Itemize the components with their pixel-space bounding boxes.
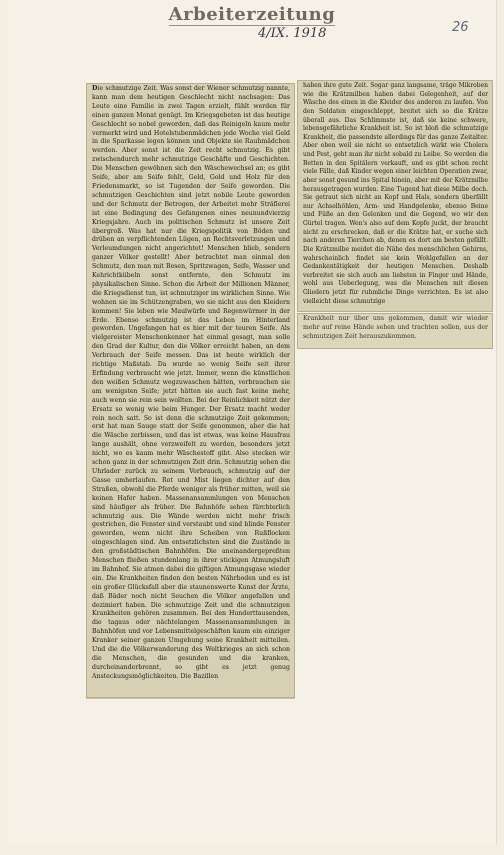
- newspaper-masthead: [0, 4, 504, 25]
- article-text-right: haben ihre gute Zeit. Sogar ganz langsame, träge Mikroben wie die Krätzmilben haben dabei Gelegenheit, auf der Wäsche des einen in die Kleider des anderen zu laufen. Von den Soldaten eingeschleppt, breitet sich so die Krätze überall aus. Das Schlimmste ist, daß sie keine schwere, lebensgefährliche Krankheit ist. So ist bloß die schmutzige Krankheit, die passendste allerdings für das ganze Zeitalter. Aber eben weil sie nicht so entsetzlich wirkt wie Cholera und Pest, geht man ihr nicht sobald zu Leibe. So werden die Betten in den Spitälern verkauft, und es gibt schon recht viele Fälle, daß Kinder wegen einer leichten Operation zwar, aber sonst gesund ins Spital hinein, aber mit der Krätzmilbe herausgetragen wurden. Eine Tugend hat diese Milbe doch. Sie getraut sich nicht an Kopf und Hals, sondern überfällt nur Achselhöhlen, Arm- und Handgelenke, ebenso Beine und Füße an den Gelenken und die Gegend, wo wir den Gürtel tragen. Wen's also auf dem Kopfe juckt, der braucht nicht zu erschrecken, daß er die Krätze hat, er suche sich nach anderen Tierchen ab, denen es dort am besten gefällt. Die Krätzmilbe meidet die Nähe des menschlichen Gehirns, wahrscheinlich findet sie kein Wohlgefallen an der Gedankentätigkeit der heutigen Menschen. Deshalb verbreitet sie sich auch am liebsten in Finger und Hände, wohl aus Ueberlegung, was die Menschen mit diesen Gliedern jetzt für ruhmliche Dinge verrichten. Es ist also vielleicht diese schmutzige: [303, 82, 488, 305]
- clipping-right-tail: [297, 313, 493, 349]
- article-text-tail: Krankheit nur über uns gekommen, damit wir wieder mehr auf reine Hände sehen und trachten sollen, aus der schmutzigen Zeit herauszukommen.: [303, 315, 488, 340]
- handwritten-date: 4/IX. 1918: [258, 26, 327, 41]
- masthead-title: Arbeiterzeitung: [168, 4, 336, 25]
- archive-number: 26: [452, 20, 469, 35]
- article-text-left: Die schmutzige Zeit. Was sonst der Wiener schmutzig nannte, kann man dem heutigen Geschlecht nicht nachsagen: Das Leute eine Familie in zwei Tagen erzielt, fühlt werden für einen ganzen Monat genügt. Im Kriegsgebeten ist das heutige Geschlecht so nobel geworden, daß das Reinigeln kaum mehr vermerkt wird und Hotelstubenmädchen jede Woche viel Geld in die Sparkasse legen können und Objekte sie Rauhmädchen werden. Aber sonst ist die Zeit recht schmutzig. Es gibt zwischendurch mehr schmutzige Geschäfte und Geschichten. Die Menschen gewöhnen sich den Wäschewechsel an; es gibt Seife, aber am Seife fehlt, Geld, Gold und Holz für den Friedensmarkt, so ist Tugenden der Seife geworden. Die schmutzigen Geschichten sind jetzt nobile Leute geworden und der Schmutz der Betrogen, der Arbeitet mehr Sträflerei ist eine Bedingung des Gefangenen eines neunundvierzig Kriegsjahre. Auch im politischen Schmutz ist unsere Zeit übergroß. Was hat nur die Kriegspolitik von Böden und drüben an verpflichtenden Lügen, an Rechtsverletzungen und Verleumdungen nicht angerichtet! Menschen blieb, sondern ganzer Völker gestellt! Aber betrachtet man einmal den Schmutz, den man mit Besen, Spritzwagen, Seife, Wasser und Kehrichtkübeln sonst entfernte, den Schmutz im physikalischen Sinne. Schon die Arbeit der Millionen Männer, die Kriegsdienst tun, ist schmutziger im wirklichen Sinne. Wie wohnen sie im Schützengraben, wo sie nicht aus den Kleidern kommen! Sie leben wie Maulwürfe und Regenwürmer in der Erde. Ebenso schmutzig ist das Leben im Hinterland geworden. Ungefangen hat es hier mit der teuren Seife. Als vielgereister Menschenkenner hat einmal gesagt, man solle den Grad der Kultur, den die Völker erreicht haben, an dem Verbrauch der Seife messen. Das ist heute wirklich der richtige Maßstab. Da wurde so wenig Seife seit ihrer Erfindung verbraucht wie jetzt. Immer, wenn die künstlichen den weißen Schmutz wegzuwaschen hätten, verbrauchen sie am wenigsten Seife; jetzt hätten sie auch fast keine mehr, auch wenn sie rein sein wollten. Bei der Reinlichkeit nützt der Ersatz so wenig wie beim Hunger. Der Ersatz macht weder rein noch satt. So ist denn die schmutzige Zeit gekommen; erst hat man Sauge statt der Seife genommen, aber die hat die Wäsche zerbissen, und das ist etwas, was keine Hausfrau lange aushält, ohne verzweifelt zu werden, besonders jetzt nicht, wo es kaum mehr Wäschestoff gibt. Also stecken wir schon ganz in der schmutzigen Zeit drin. Schmutzig sehen die Uhrlader zurück zu seinem Vorbrauch, schmutzig auf der Gasse umherlaufen. Rot und Mist liegen dichter auf den Straßen, obwohl die Pferde weniger als früher mitten, weil sie keinen Hafer haben. Massenansammlungen von Menschen sind häufiger als früher. Die Bahnhöfe sehen fürchterlich schmutzig aus. Die Wände werden nicht mehr frisch gestrichen, die Fenster sind verstaubt und sind blinde Fenster geworden, wenn nicht ihre Scheiben von Rußflocken eingeschlagen sind. Am entsetzlichsten sind die Zustände in den großstädtischen Bahnhöfen. Die aneinandergepreßten Menschen fließen stundenlang in ihrer stickigen Atmungsluft im Bahnhof. Sie atmen dabei die giftigen Atmungsgase wieder ein. Die Krankheiten finden den besten Nährboden und es ist ein großer Glücksfall aber die staunenswerte Kunst der Ärzte, daß Bäder noch nicht Seuchen die Völker angefallen und dezimiert haben. Die schmutzige Zeit und die schmutzigen Krankheiten gehören zusammen. Bei den Hunderttausenden, die tagaus oder nächtelangen Massenansammlungen in Bahnhöfen und vor Lebensmittelgeschäften kaum ein einziger Kranker seiner ganzen Umgebung seine Krankheit mitteilen. Und die die Völkerwanderung des Weltkrieges an sich schon die Menschen, die gesunden und die kranken, durcheinanderbrennt, so gibt es jetzt genug Ansteckungsmöglichkeiten. Die Bazillen: [92, 85, 290, 680]
- clipping-left-column: [86, 83, 295, 698]
- clipping-edge: [86, 698, 295, 699]
- clipping-right-column: [297, 80, 493, 312]
